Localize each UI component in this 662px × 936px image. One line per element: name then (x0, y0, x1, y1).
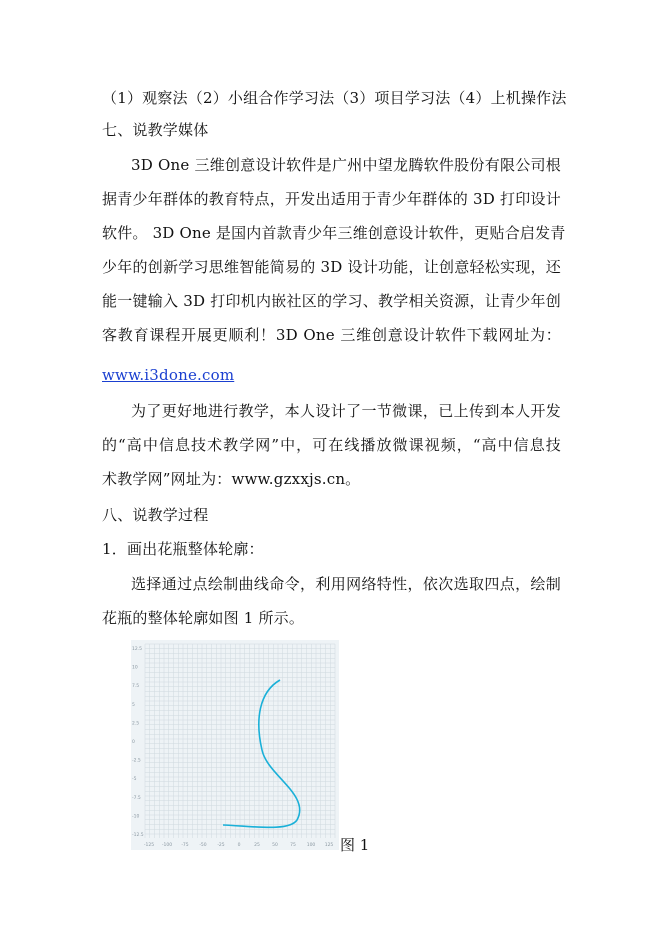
y-tick-label: -10 (132, 814, 140, 820)
paragraph-line: 为了更好地进行教学，本人设计了一节微课，已上传到本人开发 (131, 402, 561, 420)
x-tick-label: 125 (324, 843, 334, 848)
paragraph-line: 3D One 三维创意设计软件是广州中望龙腾软件股份有限公司根 (131, 156, 561, 174)
paragraph-line: 能一键输入 3D 打印机内嵌社区的学习、教学相关资源，让青少年创 (102, 292, 561, 310)
paragraph-line: 选择通过点绘制曲线命令，利用网络特性，依次选取四点，绘制 (131, 575, 561, 593)
x-tick-label: 0 (237, 843, 241, 848)
x-tick-label: 75 (290, 843, 296, 848)
paragraph-line: 据青少年群体的教育特点，开发出适用于青少年群体的 3D 打印设计 (102, 190, 561, 208)
teaching-methods-line: （1）观察法（2）小组合作学习法（3）项目学习法（4）上机操作法 (102, 89, 567, 107)
download-link[interactable]: www.i3done.com (102, 366, 235, 384)
x-tick-label: -100 (161, 843, 173, 848)
x-tick-label: 100 (306, 843, 316, 848)
x-tick-label: -25 (217, 843, 225, 848)
y-tick-label: -2.5 (132, 758, 141, 764)
paragraph-line: 少年的创新学习思维智能简易的 3D 设计功能，让创意轻松实现，还 (102, 258, 561, 276)
y-tick-label: -5 (132, 777, 137, 783)
y-tick-label: -12.5 (132, 833, 144, 838)
paragraph-line: 客教育课程开展更顺利！3D One 三维创意设计软件下载网址为： (102, 326, 561, 344)
vase-outline-figure (131, 640, 339, 850)
y-tick-label: 2.5 (132, 721, 140, 727)
y-tick-label: -7.5 (132, 795, 141, 801)
y-tick-label: 5 (132, 702, 135, 708)
step-1-heading: 1．画出花瓶整体轮廓： (102, 540, 264, 558)
x-tick-label: -125 (143, 843, 155, 848)
figure-caption: 图 1 (340, 836, 370, 854)
x-tick-label: -50 (199, 843, 207, 848)
x-tick-label: 50 (272, 843, 278, 848)
paragraph-line: 的“高中信息技术教学网”中，可在线播放微课视频，“高中信息技 (102, 436, 561, 454)
y-tick-label: 12.5 (132, 647, 143, 652)
paragraph-line: 软件。 3D One 是国内首款青少年三维创意设计软件，更贴合启发青 (102, 224, 566, 242)
x-tick-label: -75 (181, 843, 189, 848)
grid-lines (145, 644, 335, 838)
y-tick-label: 10 (132, 665, 138, 671)
section-7-heading: 七、说教学媒体 (102, 121, 209, 139)
section-8-heading: 八、说教学过程 (102, 506, 209, 524)
x-tick-label: 25 (254, 843, 260, 848)
y-tick-label: 7.5 (132, 684, 140, 690)
sketch-grid-canvas (131, 640, 339, 850)
y-tick-label: 0 (132, 740, 135, 745)
paragraph-line: 术教学网”网址为：www.gzxxjs.cn。 (102, 470, 361, 488)
paragraph-line: 花瓶的整体轮廓如图 1 所示。 (102, 609, 305, 627)
